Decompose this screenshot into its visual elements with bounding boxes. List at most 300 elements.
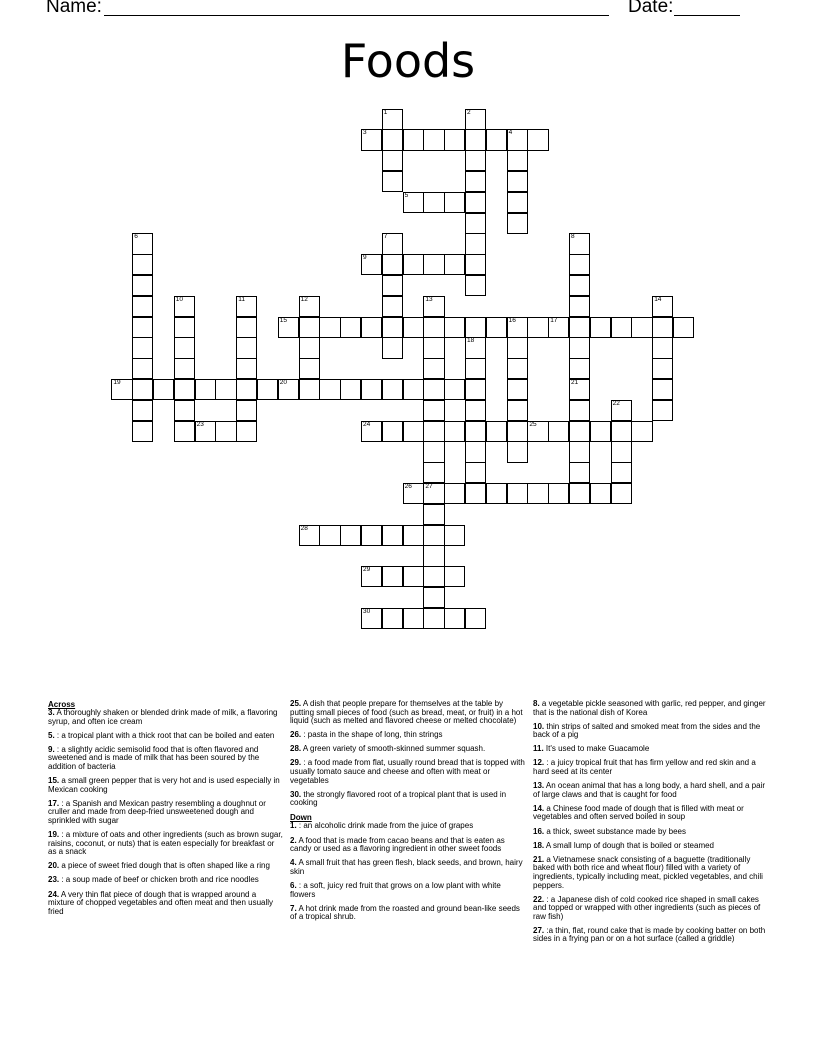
clue-item-number: 7. (290, 903, 297, 913)
grid-cell[interactable] (527, 421, 548, 442)
clue-item-text: : a soft, juicy red fruit that grows on a low plant with white flowers (290, 880, 501, 899)
grid-cell[interactable] (423, 129, 444, 150)
clue-item-text: a piece of sweet fried dough that is often shaped like a ring (59, 861, 270, 871)
grid-cell[interactable] (444, 421, 465, 442)
grid-cell[interactable] (569, 358, 590, 379)
clue-item-number: 2. (290, 835, 297, 845)
clue-item (533, 856, 769, 890)
grid-cell[interactable] (611, 483, 632, 504)
clue-item-number: 22. (533, 894, 545, 904)
clue-item-text: A small lump of dough that is boiled or steamed (544, 840, 714, 850)
clue-item (533, 805, 769, 822)
date-label: Date: (628, 0, 674, 17)
clue-item-text: A small fruit that has green flesh, black seeds, and brown, hairy skin (290, 858, 523, 876)
grid-cell[interactable] (465, 233, 486, 254)
clue-item-text: A dish that people prepare for themselves at the table by putting small pieces of food (such as bread, meat, or fruit) in a hot liquid (such as melted and flavored cheese or melted chocolate) (290, 699, 523, 726)
grid-cell[interactable] (507, 171, 528, 192)
grid-cell[interactable] (361, 608, 382, 629)
grid-cell[interactable] (111, 379, 132, 400)
grid-cell[interactable] (590, 421, 611, 442)
grid-cell[interactable] (631, 421, 652, 442)
grid-cell[interactable] (423, 358, 444, 379)
grid-cell[interactable] (590, 483, 611, 504)
clue-item (290, 837, 526, 854)
grid-cell[interactable] (319, 317, 340, 338)
grid-cell[interactable] (631, 317, 652, 338)
grid-cell[interactable] (569, 462, 590, 483)
grid-cell[interactable] (652, 337, 673, 358)
clue-item (48, 709, 284, 726)
clue-item-number: 8. (533, 699, 540, 708)
grid-cell[interactable] (153, 379, 174, 400)
grid-cell[interactable] (340, 379, 361, 400)
clue-item-number: 14. (533, 803, 545, 813)
clue-item-number: 21. (533, 854, 545, 864)
grid-cell[interactable] (486, 421, 507, 442)
grid-cell[interactable] (465, 192, 486, 213)
grid-cell[interactable] (507, 379, 528, 400)
grid-cell[interactable] (195, 379, 216, 400)
grid-cell[interactable] (465, 254, 486, 275)
grid-cell[interactable] (507, 441, 528, 462)
grid-cell[interactable] (278, 379, 299, 400)
clue-item-number: 30. (290, 789, 302, 799)
grid-cell[interactable] (319, 379, 340, 400)
clue-item-text: a small green pepper that is very hot and is used especially in Mexican cooking (48, 776, 280, 794)
grid-cell[interactable] (403, 525, 424, 546)
grid-cell[interactable] (465, 171, 486, 192)
clue-number: 3 (363, 129, 367, 137)
clue-item-text: : a slightly acidic semisolid food that is often flavored and sweetened and is made of milk that has been soured by the addition of bacteria (48, 744, 260, 771)
grid-cell[interactable] (132, 275, 153, 296)
grid-cell[interactable] (299, 296, 320, 317)
clue-item-number: 15. (48, 776, 60, 786)
clue-item-number: 28. (290, 744, 302, 754)
grid-cell[interactable] (174, 421, 195, 442)
grid-cell[interactable] (382, 317, 403, 338)
grid-cell[interactable] (527, 317, 548, 338)
grid-cell[interactable] (423, 296, 444, 317)
grid-cell[interactable] (444, 317, 465, 338)
grid-cell[interactable] (486, 317, 507, 338)
grid-cell[interactable] (569, 483, 590, 504)
clue-number: 2 (467, 108, 471, 116)
grid-cell[interactable] (236, 358, 257, 379)
clue-item (290, 859, 526, 876)
grid-cell[interactable] (507, 317, 528, 338)
grid-cell[interactable] (423, 483, 444, 504)
grid-cell[interactable] (382, 275, 403, 296)
clue-item-number: 4. (290, 858, 297, 868)
grid-cell[interactable] (423, 254, 444, 275)
clue-item-number: 13. (533, 781, 545, 791)
grid-cell[interactable] (569, 337, 590, 358)
grid-cell[interactable] (236, 400, 257, 421)
grid-cell[interactable] (382, 421, 403, 442)
clue-item-number: 24. (48, 889, 60, 899)
grid-cell[interactable] (403, 566, 424, 587)
grid-cell[interactable] (382, 233, 403, 254)
clue-item-text: : an alcoholic drink made from the juice of grapes (296, 821, 474, 831)
grid-cell[interactable] (361, 254, 382, 275)
grid-cell[interactable] (132, 400, 153, 421)
grid-cell[interactable] (132, 296, 153, 317)
clue-item-number: 10. (533, 721, 545, 731)
clue-item (290, 745, 526, 754)
clue-number: 4 (508, 129, 513, 137)
clue-number: 28 (300, 524, 308, 532)
clue-item (290, 882, 526, 899)
clue-item-number: 12. (533, 758, 545, 768)
grid-cell[interactable] (236, 421, 257, 442)
grid-cell[interactable] (486, 483, 507, 504)
grid-cell[interactable] (611, 317, 632, 338)
grid-cell[interactable] (319, 525, 340, 546)
clue-number: 20 (279, 378, 288, 386)
grid-cell[interactable] (465, 150, 486, 171)
grid-cell[interactable] (569, 379, 590, 400)
grid-cell[interactable] (465, 483, 486, 504)
grid-cell[interactable] (382, 254, 403, 275)
clue-item-text: a Vietnamese snack consisting of a baguette (traditionally baked with both rice and wheat flour) filled with a variety of ingredients, typically including meat, pickled vegetables, and chili peppers. (533, 854, 763, 890)
grid-cell[interactable] (382, 379, 403, 400)
clue-column-3 (533, 700, 769, 950)
grid-cell[interactable] (611, 421, 632, 442)
grid-cell[interactable] (444, 566, 465, 587)
grid-cell[interactable] (465, 337, 486, 358)
grid-cell[interactable] (465, 400, 486, 421)
grid-cell[interactable] (507, 483, 528, 504)
grid-cell[interactable] (444, 608, 465, 629)
grid-cell[interactable] (444, 379, 465, 400)
grid-cell[interactable] (423, 587, 444, 608)
grid-cell[interactable] (132, 358, 153, 379)
grid-cell[interactable] (174, 379, 195, 400)
clue-item-text: thin strips of salted and smoked meat from the sides and the back of a pig (533, 721, 761, 740)
grid-cell[interactable] (174, 337, 195, 358)
clue-item-number: 23. (48, 875, 60, 885)
grid-cell[interactable] (611, 462, 632, 483)
clue-item (48, 732, 284, 741)
clue-item-text: A food that is made from cacao beans and that is eaten as candy or used as a flavoring ingredient in other sweet foods (290, 835, 505, 854)
grid-cell[interactable] (132, 254, 153, 275)
clue-number: 27 (425, 482, 433, 490)
clue-number: 16 (508, 316, 516, 324)
grid-cell[interactable] (299, 358, 320, 379)
clue-number: 11 (238, 295, 245, 303)
grid-cell[interactable] (652, 379, 673, 400)
clue-item-text: : a tropical plant with a thick root that can be boiled and eaten (54, 730, 275, 740)
grid-cell[interactable] (382, 129, 403, 150)
grid-cell[interactable] (569, 441, 590, 462)
grid-cell[interactable] (382, 150, 403, 171)
grid-cell[interactable] (382, 171, 403, 192)
grid-cell[interactable] (611, 400, 632, 421)
grid-cell[interactable] (361, 379, 382, 400)
clue-number: 13 (425, 295, 433, 303)
clue-number: 12 (300, 295, 308, 303)
grid-cell[interactable] (465, 441, 486, 462)
grid-cell[interactable] (527, 483, 548, 504)
clue-item (290, 822, 526, 831)
clue-item (48, 891, 284, 917)
clue-number: 30 (363, 607, 371, 615)
clue-number: 17 (550, 316, 558, 324)
grid-cell[interactable] (548, 483, 569, 504)
grid-cell[interactable] (465, 421, 486, 442)
clue-number: 29 (363, 566, 371, 574)
grid-cell[interactable] (215, 421, 236, 442)
grid-cell[interactable] (132, 337, 153, 358)
clue-item-number: 25. (290, 699, 302, 708)
clue-item (290, 759, 526, 785)
grid-cell[interactable] (403, 317, 424, 338)
grid-cell[interactable] (132, 379, 153, 400)
grid-cell[interactable] (299, 379, 320, 400)
clue-item-text: : a Spanish and Mexican pastry resembling a doughnut or cruller and made from deep-fried unsweetened dough and sprinkled with sugar (48, 798, 266, 825)
grid-cell[interactable] (174, 400, 195, 421)
grid-cell[interactable] (652, 400, 673, 421)
grid-cell[interactable] (174, 296, 195, 317)
grid-cell[interactable] (132, 421, 153, 442)
grid-cell[interactable] (569, 400, 590, 421)
grid-cell[interactable] (361, 129, 382, 150)
grid-cell[interactable] (257, 379, 278, 400)
grid-cell[interactable] (236, 379, 257, 400)
grid-cell[interactable] (652, 317, 673, 338)
clue-item (290, 791, 526, 808)
clue-item-number: 16. (533, 826, 545, 836)
grid-cell[interactable] (486, 129, 507, 150)
grid-cell[interactable] (361, 525, 382, 546)
clue-item-text: : a soup made of beef or chicken broth and rice noodles (59, 875, 259, 885)
clue-item (290, 700, 526, 726)
grid-cell[interactable] (423, 525, 444, 546)
grid-cell[interactable] (465, 317, 486, 338)
grid-cell[interactable] (465, 213, 486, 234)
clue-item-number: 26. (290, 730, 302, 740)
clue-item (533, 700, 769, 717)
grid-cell[interactable] (569, 254, 590, 275)
clue-item-text: a vegetable pickle seasoned with garlic, red pepper, and ginger that is the national dish of Korea (533, 699, 766, 717)
clue-item (48, 831, 284, 857)
clue-column-1 (48, 700, 284, 922)
clue-item-number: 9. (48, 744, 55, 754)
clue-item-number: 5. (48, 730, 55, 740)
grid-cell[interactable] (132, 233, 153, 254)
grid-cell[interactable] (423, 566, 444, 587)
grid-cell[interactable] (403, 421, 424, 442)
grid-cell[interactable] (236, 337, 257, 358)
clue-item-number: 1. (290, 821, 297, 831)
clue-item-number: 19. (48, 830, 60, 840)
clue-item (533, 927, 769, 944)
grid-cell[interactable] (236, 296, 257, 317)
grid-cell[interactable] (444, 525, 465, 546)
grid-cell[interactable] (299, 317, 320, 338)
grid-cell[interactable] (548, 421, 569, 442)
grid-cell[interactable] (423, 379, 444, 400)
clue-item-text: A green variety of smooth-skinned summer squash. (301, 744, 486, 754)
grid-cell[interactable] (299, 337, 320, 358)
grid-cell[interactable] (382, 337, 403, 358)
clue-item-text: a Chinese food made of dough that is filled with meat or vegetables and often served boiled in soup (533, 803, 744, 822)
grid-cell[interactable] (215, 379, 236, 400)
grid-cell[interactable] (423, 337, 444, 358)
clue-item (533, 896, 769, 922)
grid-cell[interactable] (382, 296, 403, 317)
grid-cell[interactable] (507, 213, 528, 234)
grid-cell[interactable] (465, 462, 486, 483)
grid-cell[interactable] (507, 358, 528, 379)
grid-cell[interactable] (507, 129, 528, 150)
grid-cell[interactable] (340, 317, 361, 338)
grid-cell[interactable] (569, 275, 590, 296)
clue-item (48, 876, 284, 885)
clue-item-number: 27. (533, 925, 545, 935)
across-heading: Across (48, 700, 76, 709)
grid-cell[interactable] (569, 233, 590, 254)
grid-cell[interactable] (423, 462, 444, 483)
grid-cell[interactable] (403, 608, 424, 629)
clue-item (48, 746, 284, 772)
clue-item-text: It's used to make Guacamole (543, 744, 650, 754)
grid-cell[interactable] (361, 317, 382, 338)
grid-cell[interactable] (611, 441, 632, 462)
clue-item-text: A hot drink made from the roasted and ground bean-like seeds of a tropical shrub. (290, 903, 520, 922)
grid-cell[interactable] (507, 337, 528, 358)
grid-cell[interactable] (382, 608, 403, 629)
grid-cell[interactable] (403, 483, 424, 504)
clue-number: 1 (383, 108, 388, 116)
grid-cell[interactable] (652, 358, 673, 379)
clue-item (533, 723, 769, 740)
grid-cell[interactable] (382, 566, 403, 587)
grid-cell[interactable] (361, 566, 382, 587)
clue-number: 8 (571, 233, 575, 241)
grid-cell[interactable] (423, 317, 444, 338)
clue-number: 14 (654, 295, 662, 303)
grid-cell[interactable] (444, 192, 465, 213)
clue-item (533, 759, 769, 776)
grid-cell[interactable] (548, 317, 569, 338)
grid-cell[interactable] (236, 317, 257, 338)
grid-cell[interactable] (403, 192, 424, 213)
clue-item-text: : a Japanese dish of cold cooked rice shaped in small cakes and topped or wrapped with other ingredients (such as pieces of raw fish) (533, 894, 761, 921)
clue-column-2 (290, 700, 526, 927)
grid-cell[interactable] (444, 254, 465, 275)
grid-cell[interactable] (527, 129, 548, 150)
clue-item-text: : a juicy tropical fruit that has firm yellow and red skin and a hard seed at its center (533, 758, 756, 777)
clue-number: 22 (612, 399, 620, 407)
grid-cell[interactable] (423, 421, 444, 442)
clue-item (533, 745, 769, 754)
clue-number: 21 (571, 378, 579, 386)
page-title: Foods (340, 34, 476, 88)
clue-item-text: A thoroughly shaken or blended drink made of milk, a flavoring syrup, and often ice cream (48, 708, 278, 726)
grid-cell[interactable] (132, 317, 153, 338)
grid-cell[interactable] (465, 358, 486, 379)
clue-item-text: : a food made from flat, usually round bread that is topped with usually tomato sauce and cheese and often with meat or vegetables (290, 758, 525, 785)
grid-cell[interactable] (569, 296, 590, 317)
grid-cell[interactable] (382, 525, 403, 546)
grid-cell[interactable] (278, 317, 299, 338)
clue-item (290, 731, 526, 740)
grid-cell[interactable] (174, 358, 195, 379)
clue-item (533, 828, 769, 837)
grid-cell[interactable] (465, 379, 486, 400)
grid-cell[interactable] (465, 608, 486, 629)
grid-cell[interactable] (465, 129, 486, 150)
grid-cell[interactable] (465, 109, 486, 130)
clue-number: 25 (529, 420, 537, 428)
clue-item-text: An ocean animal that has a long body, a hard shell, and a pair of large claws and that is caught for food (533, 781, 766, 799)
down-heading: Down (290, 813, 312, 823)
grid-cell[interactable] (423, 400, 444, 421)
clue-number: 6 (134, 233, 138, 241)
grid-cell[interactable] (507, 192, 528, 213)
grid-cell[interactable] (569, 317, 590, 338)
grid-cell[interactable] (590, 317, 611, 338)
clue-item-text: a thick, sweet substance made by bees (544, 826, 686, 836)
grid-cell[interactable] (403, 379, 424, 400)
grid-cell[interactable] (299, 525, 320, 546)
grid-cell[interactable] (444, 129, 465, 150)
clue-item-text: :a thin, flat, round cake that is made by cooking batter on both sides in a frying pan or on a hot surface (called a griddle) (533, 925, 766, 944)
grid-cell[interactable] (507, 400, 528, 421)
grid-cell[interactable] (382, 109, 403, 130)
clue-item (48, 800, 284, 826)
clue-number: 19 (113, 378, 121, 386)
clue-item-number: 17. (48, 798, 60, 808)
clue-item-number: 18. (533, 840, 545, 850)
grid-cell[interactable] (423, 608, 444, 629)
clue-item-number: 20. (48, 861, 60, 871)
name-label: Name: (46, 0, 102, 17)
grid-cell[interactable] (403, 129, 424, 150)
clue-number: 7 (383, 233, 388, 241)
grid-cell[interactable] (174, 317, 195, 338)
grid-cell[interactable] (652, 296, 673, 317)
grid-cell[interactable] (465, 275, 486, 296)
grid-cell[interactable] (444, 483, 465, 504)
clue-item-text: : pasta in the shape of long, thin strings (301, 730, 443, 740)
grid-cell[interactable] (507, 150, 528, 171)
clue-item-text: A very thin flat piece of dough that is wrapped around a mixture of chopped vegetables and often meat and then usually fried (48, 889, 274, 916)
grid-cell[interactable] (423, 545, 444, 566)
grid-cell[interactable] (673, 317, 694, 338)
grid-cell[interactable] (340, 525, 361, 546)
grid-cell[interactable] (195, 421, 216, 442)
clue-item (533, 782, 769, 799)
clue-item-number: 11. (533, 744, 544, 754)
clue-item-number: 29. (290, 758, 302, 768)
clue-number: 26 (404, 482, 412, 490)
grid-cell[interactable] (423, 192, 444, 213)
grid-cell[interactable] (569, 421, 590, 442)
clue-item-number: 6. (290, 880, 297, 890)
clue-number: 10 (175, 295, 184, 303)
clue-item (48, 862, 284, 871)
grid-cell[interactable] (361, 421, 382, 442)
clue-number: 5 (404, 191, 409, 199)
grid-cell[interactable] (423, 504, 444, 525)
grid-cell[interactable] (403, 254, 424, 275)
clue-number: 24 (363, 420, 371, 428)
clue-item (290, 905, 526, 922)
grid-cell[interactable] (507, 421, 528, 442)
grid-cell[interactable] (423, 441, 444, 462)
